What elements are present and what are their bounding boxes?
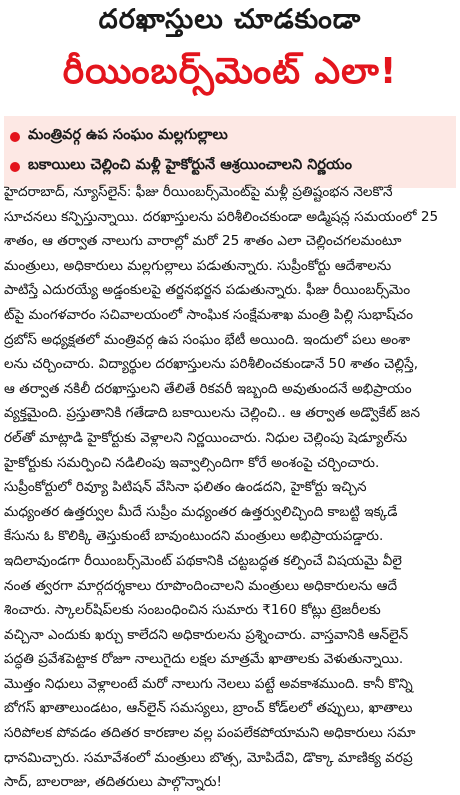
headline-main: రీయింబర్స్‌మెంట్‌ ఎలా! [62, 51, 398, 92]
article-body [4, 180, 457, 791]
article-line: వచ్చినా ఎందుకు ఖర్చు కాలేదని అధికారులను ప్రశ్నించారు. వాస్తవానికి ఆన్‌లైన్‌ [4, 626, 409, 643]
article-line: హైకోర్టుకు సమర్పించి నడిలింపు ఇవ్వాల్సిందిగా కోరే అంశంపై చర్చించారు. [4, 454, 380, 471]
headline-kicker: దరఖాస్తులు చూడకుండా [98, 4, 362, 35]
article-line: వ్యక్తమైంది. ప్రస్తుతానికి గతేడాది బకాయిలను చెల్లించి.. ఆ తర్వాత అడ్వొకేట్‌ జన [4, 405, 421, 422]
article-line: ఇదిలావుండగా రీయింబర్స్‌మెంట్‌ పథకానికి చట్టబద్ధత కల్పించే విషయమై వీలై [4, 552, 402, 569]
article-line: కేసును ఓ కొలిక్కి తెస్తుకుంటే బావుంటుందని మంత్రులు అభిప్రాయపడ్డారు. [4, 528, 384, 545]
article-line: మొత్తం నిధులు వెళ్లాలంటే మరో నాలుగు నెలలు పట్టే అవకాశముంది. కానీ కొన్ని [4, 675, 413, 692]
article-line: రల్‌తో మాట్లాడి హైకోర్టుకు వెళ్లాలని నిర్ణయించారు. నిధుల చెల్లింపు షెడ్యూల్‌ను [4, 429, 408, 446]
article-line: నంత త్వరగా మార్గదర్శకాలు రూపొందించాలని మంత్రులు అధికారులను ఆదే [4, 577, 398, 594]
article-line: పద్ధతి ప్రవేశపెట్టాక రోజూ నాలుగైదు లక్షల మాత్రమే ఖాతాలకు వెళుతున్నాయి. [4, 651, 404, 668]
article-line: బోగస్‌ ఖాతాలుండటం, ఆన్‌లైన్‌ సమస్యలు, బ్రాంచ్‌ కోడ్‌లలో తప్పులు, ఖాతాలు [4, 700, 413, 717]
article-line: సుప్రీంకోర్టులో రివ్యూ పిటిషన్‌ వేసినా ఫలితం ఉండదని, హైకోర్టు ఇచ్చిన [4, 479, 367, 496]
article-line: శించారు. స్కాలర్‌షిప్‌లకు సంబంధించిన సుమారు ₹160 కోట్లు ట్రెజరీలకు [4, 602, 381, 619]
article-line: ద్రబోస్‌ అధ్యక్షతలో మంత్రివర్గ ఉప సంఘం భేటీ అయింది. ఇందులో పలు అంశా [4, 331, 411, 348]
bullet-dot-icon [10, 132, 20, 142]
bullet-dot-icon [10, 162, 20, 172]
article-line: ట్‌పై మంగళవారం సచివాలయంలో సాంఘిక సంక్షేమశాఖ మంత్రి పిల్లి సుభాష్‌చం [4, 306, 414, 323]
article-line: ధానమిచ్చారు. సమావేశంలో మంత్రులు బొత్స, మోపిదేవి, డొక్కా మాణిక్య వరప్ర [4, 749, 413, 766]
article-line: లను చర్చించారు. విద్యార్థుల దరఖాస్తులను పరిశీలించకుండానే 50 శాతం చెల్లిస్తే, [4, 356, 419, 373]
article-line: ఆ తర్వాత నకిలీ దరఖాస్తులని తేలితే రికవరీ ఇబ్బంది అవుతుందనే అభిప్రాయం [4, 380, 412, 397]
highlight-text: మంత్రివర్గ ఉప సంఘం మల్లగుల్లాలు [28, 127, 228, 143]
highlight-item [10, 152, 452, 182]
article-line: పాటిస్తే ఎదురయ్యే అడ్డంకులపై తర్జనభర్జన పడుతున్నారు. ఫీజు రీయింబర్స్‌మెం [4, 282, 411, 299]
article-line: సూచనలు కన్పిస్తున్నాయి. దరఖాస్తులను పరిశీలించకుండా అడ్మిషన్ల సమయంలో 25 [4, 208, 439, 225]
article-line: శాతం, ఆ తర్వాత నాలుగు వారాల్లో మరో 25 శాతం ఎలా చెల్లించగలమంటూ [4, 233, 402, 250]
article-line: మధ్యంతర ఉత్తర్వుల మీదే సుప్రీం మధ్యంతర ఉత్తర్వులిచ్చింది కాబట్టి ఇక్కడే [4, 503, 398, 520]
highlight-item [10, 122, 452, 152]
highlight-text: బకాయిలు చెల్లించి మళ్లీ హైకోర్టునే ఆశ్రయించాలని నిర్ణయం [28, 157, 353, 173]
highlights-box [4, 116, 456, 188]
article-line: హైదరాబాద్‌, న్యూస్‌లైన్‌: ఫీజు రీయింబర్స్‌మెంట్‌పై మళ్లీ ప్రతిష్టంభన నెలకొనే [4, 184, 393, 200]
article-line: మంత్రులు, అధికారులు మల్లగుల్లాలు పడుతున్నారు. సుప్రీంకోర్టు ఆదేశాలను [4, 257, 392, 274]
article-line: సాద్‌, బాలరాజు, తదితరులు పాల్గొన్నారు! [4, 774, 222, 791]
article-line: సరిపోలక పోవడం తదితర కారణాల వల్ల పంపలేకపోయామని అధికారులు సమా [4, 725, 416, 742]
